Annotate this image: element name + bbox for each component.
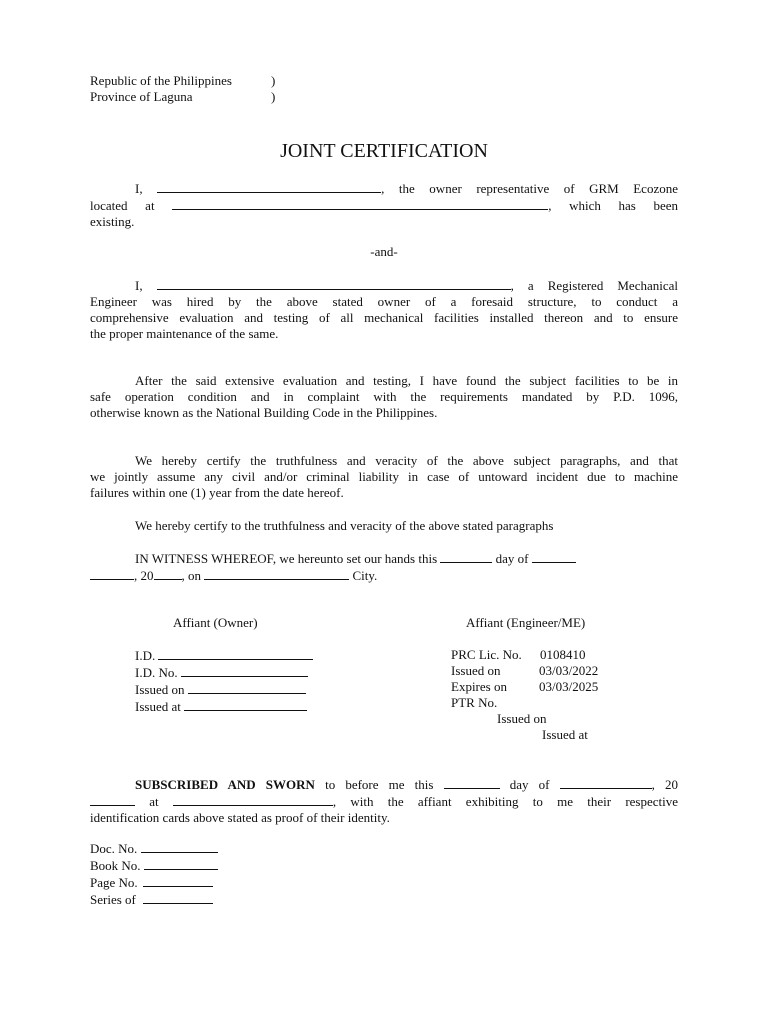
engineer-prc-label: PRC Lic. No. [451,647,522,662]
owner-located-text: located at [90,198,155,213]
engineer-issued-on-value: 03/03/2022 [539,663,599,678]
witness-month-blank[interactable] [532,550,576,563]
subscribed-line-2 [90,793,678,810]
owner-line-2 [90,197,678,214]
owner-issued-on-blank[interactable] [188,681,306,694]
engineer-line-3: comprehensive evaluation and testing of all mechanical facilities installed thereon and to ensure [90,310,678,325]
owner-end-text: , which has been [548,198,679,213]
owner-id-row [135,647,335,664]
header-block [90,73,290,105]
engineer-ptr-issued-on: Issued on [497,711,547,726]
affiant-owner-heading: Affiant (Owner) [173,615,258,630]
owner-id-no-label: I.D. No. [135,665,178,680]
certify-short-paragraph: We hereby certify to the truthfulness and veracity of the above stated paragraphs [135,518,554,533]
engineer-expires-value: 03/03/2025 [539,679,599,694]
engineer-id-block [451,647,691,743]
owner-line-3: existing. [90,214,135,229]
witness-paragraph [90,550,690,584]
witness-line-2 [90,567,690,584]
engineer-prefix: I, [135,278,143,293]
certify-paragraph [90,453,678,501]
evaluation-paragraph [90,373,678,421]
and-separator: -and- [370,244,398,259]
certify-line-2: we jointly assume any civil and/or criminal liability in case of untoward incident due to machine [90,469,678,484]
header-line-republic [90,73,290,89]
engineer-ptr-issued-at: Issued at [542,727,588,742]
subscribed-text-4: at [149,794,159,809]
witness-month-cont-blank[interactable] [90,567,134,580]
engineer-expires-label: Expires on [451,679,507,694]
certify-line-3: failures within one (1) year from the date hereof. [90,485,344,500]
owner-line-1 [90,180,678,197]
eval-line-1: After the said extensive evaluation and testing, I have found the subject facilities to be in [135,373,678,388]
witness-year-blank[interactable] [154,567,182,580]
subscribed-bold-text: SUBSCRIBED AND SWORN [135,777,315,792]
notary-page-row [90,874,250,891]
notary-block [90,840,250,908]
notary-series-label: Series of [90,892,136,907]
notary-book-row [90,857,250,874]
document-title: JOINT CERTIFICATION [280,140,488,162]
subscribed-text-5: , with the affiant exhibiting to me their respective [332,794,679,809]
owner-mid-text: , the owner representative of GRM Ecozone [381,181,678,196]
engineer-prc-row [451,647,691,663]
witness-text-5: City. [352,568,378,583]
witness-text-3: , 20 [134,568,154,583]
eval-line-3: otherwise known as the National Building Code in the Philippines. [90,405,438,420]
owner-issued-on-row [135,681,335,698]
certify-line-1: We hereby certify the truthfulness and veracity of the above subject paragraphs, and that [135,453,678,468]
notary-book-blank[interactable] [144,857,218,870]
witness-city-blank[interactable] [204,567,349,580]
engineer-prc-value: 0108410 [540,647,586,662]
owner-id-block [135,647,335,715]
witness-day-blank[interactable] [440,550,492,563]
header-province-text: Province of Laguna [90,89,193,104]
owner-paragraph [90,180,678,230]
engineer-line-2: Engineer was hired by the above stated owner of a foresaid structure, to conduct a [90,294,678,309]
owner-id-no-row [135,664,335,681]
header-republic-text: Republic of the Philippines [90,73,232,88]
header-paren: ) [271,73,276,88]
subscribed-comma: , [651,777,655,792]
witness-line-1 [90,550,690,567]
owner-issued-on-label: Issued on [135,682,185,697]
subscribed-year-blank[interactable] [90,793,135,806]
owner-id-no-blank[interactable] [181,664,308,677]
engineer-expires-row [451,679,691,695]
owner-id-blank[interactable] [158,647,313,660]
owner-issued-at-label: Issued at [135,699,181,714]
owner-issued-at-row [135,698,335,715]
engineer-rest-text: , a Registered Mechanical [510,278,679,293]
owner-id-label: I.D. [135,648,156,663]
owner-location-blank[interactable] [172,197,548,210]
subscribed-place-blank[interactable] [173,793,333,806]
header-line-province [90,89,290,105]
notary-series-blank[interactable] [143,891,213,904]
engineer-paragraph [90,277,678,342]
engineer-issued-on-row [451,663,691,679]
notary-page-blank[interactable] [143,874,213,887]
notary-page-label: Page No. [90,875,138,890]
affiant-engineer-heading: Affiant (Engineer/ME) [466,615,586,630]
notary-doc-blank[interactable] [141,840,218,853]
engineer-name-blank[interactable] [157,277,511,290]
engineer-line-1 [90,277,678,294]
subscribed-text-2: day of [509,777,550,792]
owner-issued-at-blank[interactable] [184,698,307,711]
eval-line-2: safe operation condition and in complaint with the requirements mandated by P.D. 1096, [90,389,678,404]
witness-text-2: day of [495,551,529,566]
engineer-issued-on-label: Issued on [451,663,501,678]
owner-prefix: I, [135,181,143,196]
subscribed-text-1: to before me this [325,777,434,792]
header-paren: ) [271,89,276,104]
notary-doc-row [90,840,250,857]
engineer-line-4: the proper maintenance of the same. [90,326,279,341]
subscribed-year-text: 20 [665,777,679,792]
notary-doc-label: Doc. No. [90,841,138,856]
owner-name-blank[interactable] [157,180,381,193]
subscribed-day-blank[interactable] [444,776,500,789]
subscribed-month-blank[interactable] [560,776,652,789]
witness-text-4: , on [181,568,201,583]
subscribed-line-1 [90,776,678,793]
witness-text-1: IN WITNESS WHEREOF, we hereunto set our hands this [135,551,438,566]
engineer-ptr-label: PTR No. [451,695,498,710]
subscribed-paragraph [90,776,678,826]
subscribed-line-3: identification cards above stated as proof of their identity. [90,810,390,825]
notary-book-label: Book No. [90,858,141,873]
notary-series-row [90,891,250,908]
